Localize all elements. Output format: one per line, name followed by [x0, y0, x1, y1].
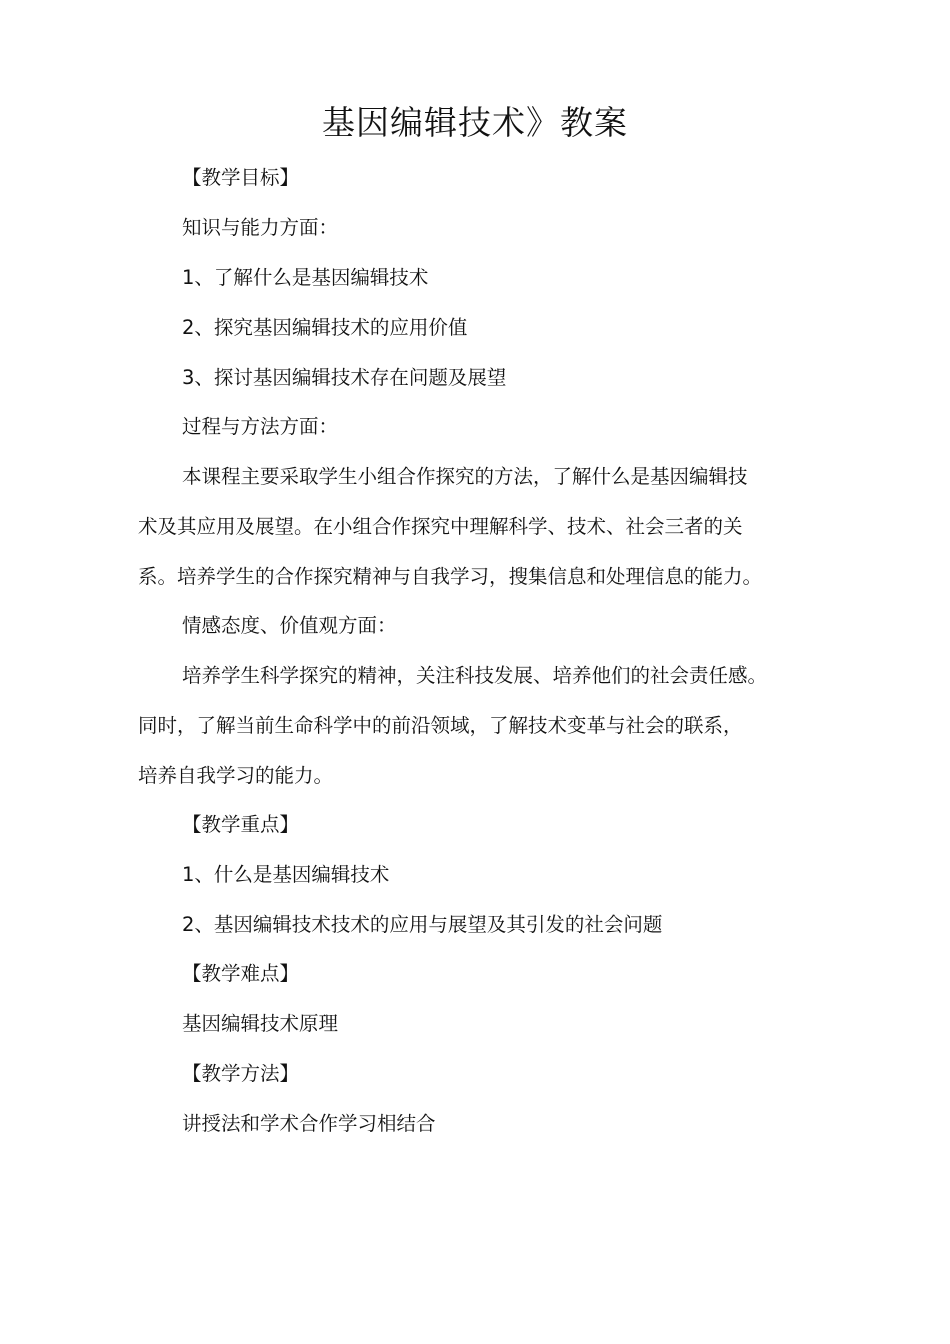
knowledge-item-2: 2、探究基因编辑技术的应用价值 [182, 316, 468, 339]
emotion-paragraph-line-1: 培养学生科学探究的精神，关注科技发展、培养他们的社会责任感。 [182, 664, 768, 687]
knowledge-item-3: 3、探讨基因编辑技术存在问题及展望 [182, 366, 507, 389]
keypoints-heading: 【教学重点】 [182, 813, 300, 836]
process-heading: 过程与方法方面： [182, 415, 339, 438]
knowledge-heading: 知识与能力方面： [182, 216, 339, 239]
emotion-paragraph-line-3: 培养自我学习的能力。 [138, 764, 334, 787]
emotion-paragraph-line-2: 同时，了解当前生命科学中的前沿领域，了解技术变革与社会的联系， [138, 714, 743, 737]
keypoints-item-1: 1、什么是基因编辑技术 [182, 863, 390, 886]
emotion-heading: 情感态度、价值观方面： [182, 614, 397, 637]
difficulty-text: 基因编辑技术原理 [182, 1012, 339, 1035]
process-paragraph-line-2: 术及其应用及展望。在小组合作探究中理解科学、技术、社会三者的关 [138, 515, 743, 538]
method-text: 讲授法和学术合作学习相结合 [182, 1112, 436, 1135]
keypoints-item-2: 2、基因编辑技术技术的应用与展望及其引发的社会问题 [182, 913, 663, 936]
knowledge-item-1: 1、了解什么是基因编辑技术 [182, 266, 429, 289]
process-paragraph-line-1: 本课程主要采取学生小组合作探究的方法，了解什么是基因编辑技 [182, 465, 748, 488]
method-heading: 【教学方法】 [182, 1062, 300, 1085]
difficulty-heading: 【教学难点】 [182, 962, 300, 985]
process-paragraph-line-3: 系。培养学生的合作探究精神与自我学习，搜集信息和处理信息的能力。 [138, 565, 763, 588]
objectives-heading: 【教学目标】 [182, 166, 300, 189]
document-title: 基因编辑技术》教案 [322, 103, 628, 142]
